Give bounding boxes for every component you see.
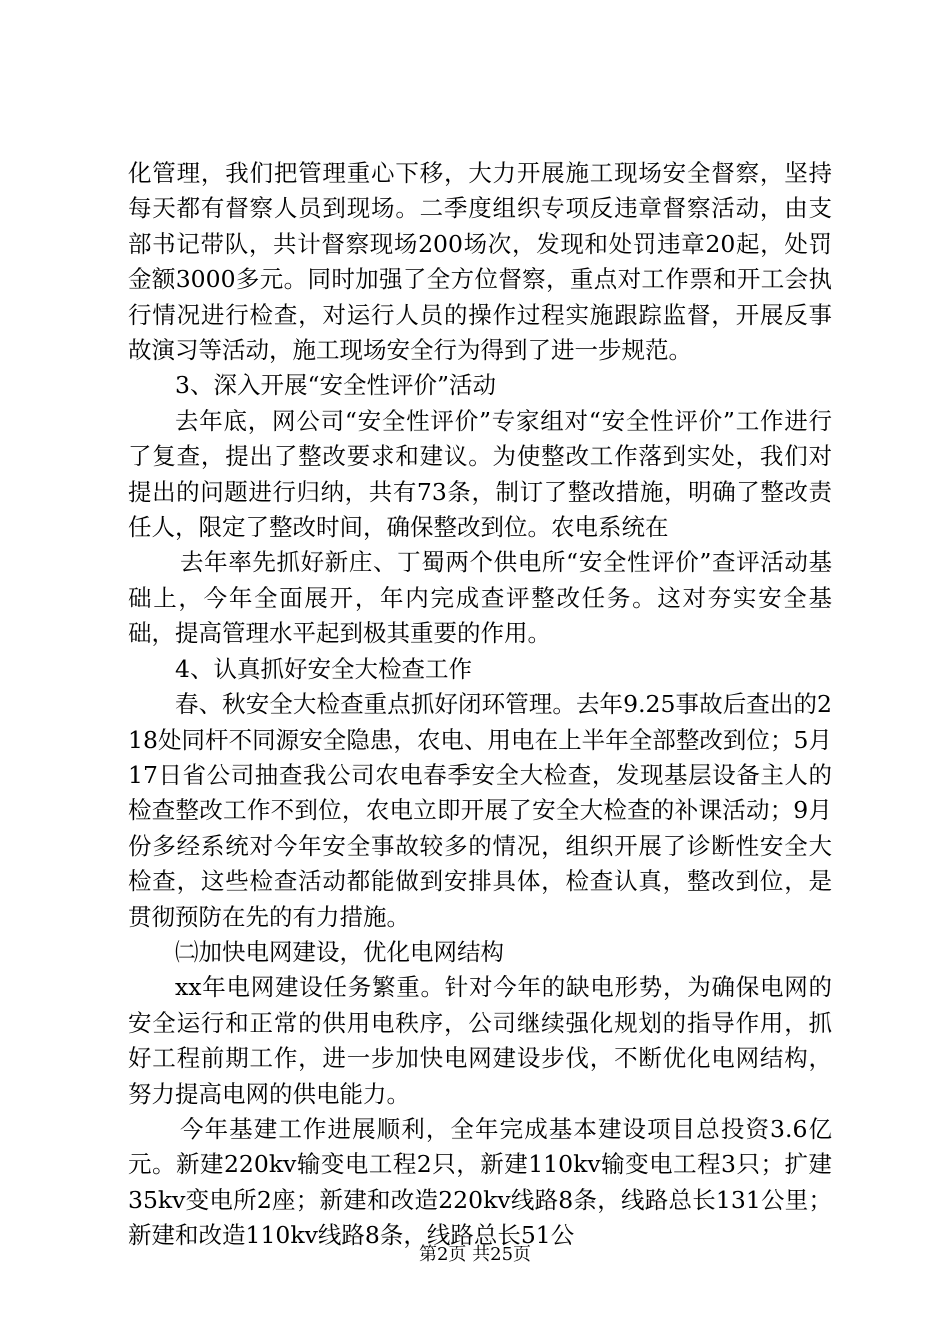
document-body [128,156,832,1254]
paragraph-grid-construction: xx年电网建设任务繁重。针对今年的缺电形势，为确保电网的安全运行和正常的供用电秩序，公司继续强化规划的指导作用，抓好工程前期工作，进一步加快电网建设步伐，不断优化电网结构，努力提高电网的供电能力。 [128,973,832,1108]
heading-safety-inspection: 4、认真抓好安全大检查工作 [175,654,472,683]
paragraph-infrastructure: 今年基建工作进展顺利，全年完成基本建设项目总投资3.6亿元。新建220kv输变电工程2只，新建110kv输变电工程3只；扩建35kv变电所2座；新建和改造220kv线路8条，线路总长131公里；新建和改造110kv线路8条，线路总长51公 [128,1114,832,1250]
heading-safety-evaluation: 3、深入开展“安全性评价”活动 [175,371,496,400]
heading-grid-construction: ㈡加快电网建设，优化电网结构 [175,937,504,966]
paragraph-safety-inspection: 春、秋安全大检查重点抓好闭环管理。去年9.25事故后查出的218处同杆不同源安全隐患，农电、用电在上半年全部整改到位；5月17日省公司抽查我公司农电春季安全大检查，发现基层设备主人的检查整改工作不到位，农电立即开展了安全大检查的补课活动；9月份多经系统对今年安全事故较多的情况，组织开展了诊断性安全大检查，这些检查活动都能做到安排具体，检查认真，整改到位，是贯彻预防在先的有力措施。 [128,690,832,931]
paragraph-safety-evaluation: 去年底，网公司“安全性评价”专家组对“安全性评价”工作进行了复查，提出了整改要求和建议。为使整改工作落到实处，我们对提出的问题进行归纳，共有73条，制订了整改措施，明确了整改责任人，限定了整改时间，确保整改到位。农电系统在 [128,406,832,542]
paragraph-supervision: 化管理，我们把管理重心下移，大力开展施工现场安全督察，坚持每天都有督察人员到现场。二季度组织专项反违章督察活动，由支部书记带队，共计督察现场200场次，发现和处罚违章20起，处罚金额3000多元。同时加强了全方位督察，重点对工作票和开工会执行情况进行检查，对运行人员的操作过程实施跟踪监督，开展反事故演习等活动，施工现场安全行为得到了进一步规范。 [128,159,832,365]
page-number: 第2页 共25页 [418,1244,532,1265]
paragraph-safety-evaluation-cont: 去年率先抓好新庄、丁蜀两个供电所“安全性评价”查评活动基础上，今年全面展开，年内完成查评整改任务。这对夯实安全基础，提高管理水平起到极其重要的作用。 [128,548,832,648]
